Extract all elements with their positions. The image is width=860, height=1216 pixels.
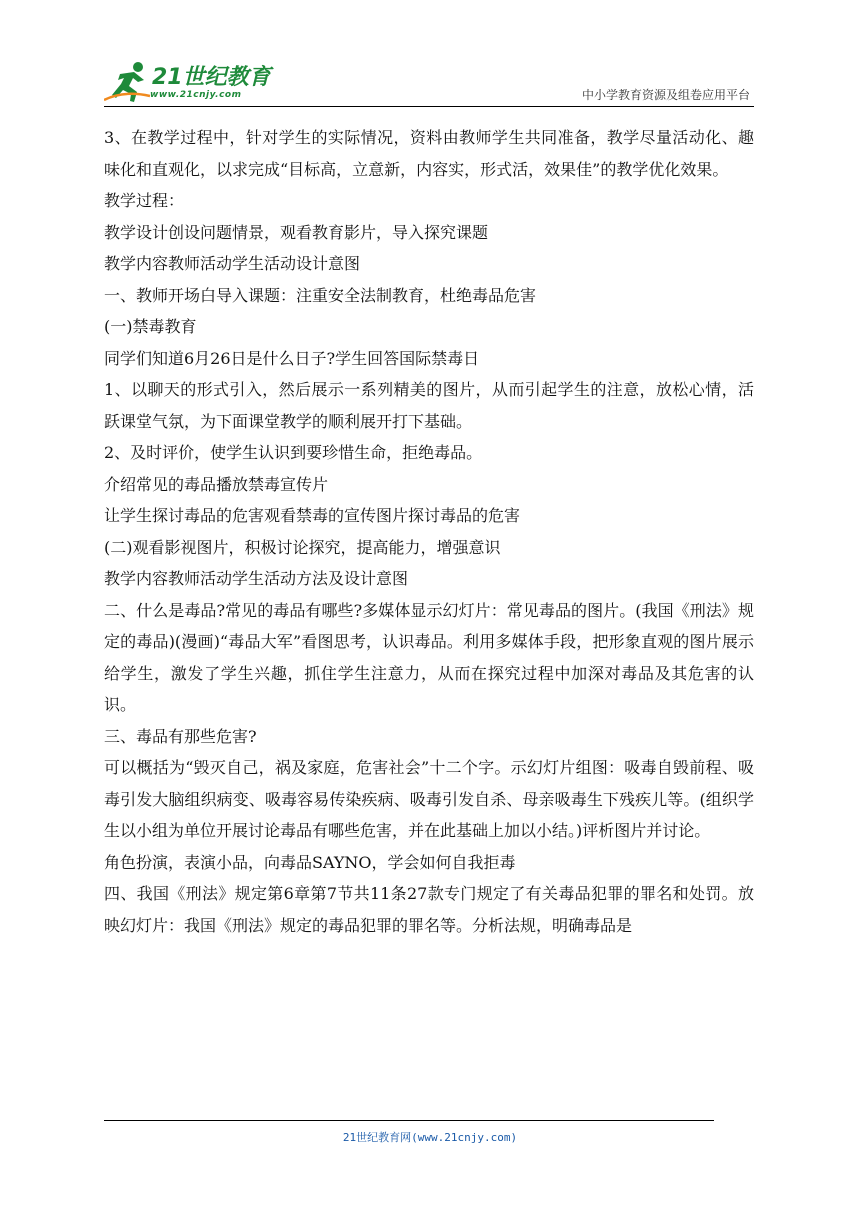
paragraph: 让学生探讨毒品的危害观看禁毒的宣传图片探讨毒品的危害 [104, 506, 521, 525]
logo-text: 21世纪教育 [152, 65, 271, 90]
paragraph: (一)禁毒教育 [104, 317, 197, 336]
paragraph: 教学内容教师活动学生活动方法及设计意图 [104, 569, 409, 588]
paragraph: 教学内容教师活动学生活动设计意图 [104, 254, 361, 273]
paragraph: 1、以聊天的形式引入，然后展示一系列精美的图片，从而引起学生的注意，放松心情，活跃课堂气氛，为下面课堂教学的顺利展开打下基础。 [104, 380, 754, 431]
paragraph: 教学过程： [104, 191, 185, 210]
paragraph: 一、教师开场白导入课题：注重安全法制教育，杜绝毒品危害 [104, 285, 537, 305]
paragraph: (二)观看影视图片，积极讨论探究，提高能力，增强意识 [104, 537, 501, 557]
paragraph: 教学设计创设问题情景，观看教育影片，导入探究课题 [104, 222, 489, 242]
paragraph: 同学们知道6月26日是什么日子?学生回答国际禁毒日 [104, 348, 480, 368]
paragraph: 四、我国《刑法》规定第6章第7节共11条27款专门规定了有关毒品犯罪的罪名和处罚。放映幻灯片：我国《刑法》规定的毒品犯罪的罪名等。分析法规，明确毒品是 [104, 884, 754, 935]
paragraph: 三、毒品有那些危害? [104, 726, 257, 746]
footer-link[interactable]: 21世纪教育网(www.21cnjy.com) [342, 1131, 518, 1144]
paragraph: 介绍常见的毒品播放禁毒宣传片 [104, 474, 329, 494]
document-body [104, 122, 754, 941]
paragraph: 二、什么是毒品?常见的毒品有哪些?多媒体显示幻灯片：常见毒品的图片。(我国《刑法》规定的毒品)(漫画)“毒品大军”看图思考，认识毒品。利用多媒体手段，把形象直观的图片展示给学生，激发了学生兴趣，抓住学生注意力，从而在探究过程中加深对毒品及其危害的认识。 [104, 600, 754, 714]
paragraph: 2、及时评价，使学生认识到要珍惜生命，拒绝毒品。 [104, 443, 483, 462]
paragraph: 角色扮演，表演小品，向毒品SAYNO，学会如何自我拒毒 [104, 852, 516, 872]
logo-url: www.21cnjy.com [150, 90, 242, 100]
footer-divider [104, 1120, 714, 1121]
runner-logo-icon [104, 60, 156, 104]
site-logo[interactable] [104, 60, 274, 104]
platform-name: 中小学教育资源及组卷应用平台 [581, 88, 750, 102]
paragraph: 3、在教学过程中，针对学生的实际情况，资料由教师学生共同准备，教学尽量活动化、趣味化和直观化，以求完成“目标高，立意新，内容实，形式活，效果佳”的教学优化效果。 [104, 128, 754, 179]
paragraph: 可以概括为“毁灭自己，祸及家庭，危害社会”十二个字。示幻灯片组图：吸毒自毁前程、吸毒引发大脑组织病变、吸毒容易传染疾病、吸毒引发自杀、母亲吸毒生下残疾儿等。(组织学生以小组为单位开展讨论毒品有哪些危害，并在此基础上加以小结。)评析图片并讨论。 [104, 758, 754, 840]
page-header [104, 58, 754, 107]
